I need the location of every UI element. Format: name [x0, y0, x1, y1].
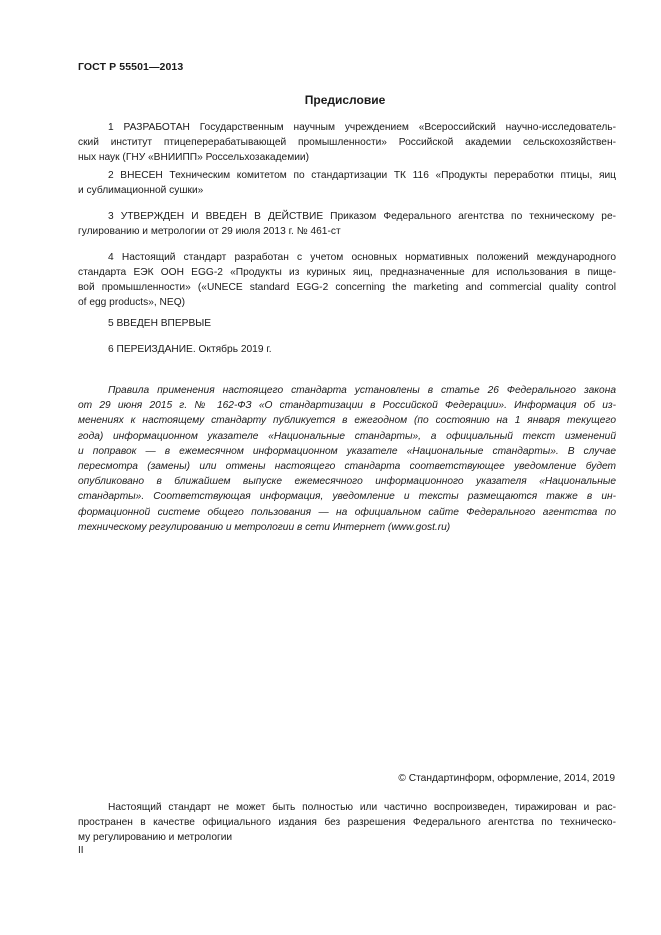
preface-line: ных наук (ГНУ «ВНИИПП» Россельхозакадемии) [78, 152, 309, 163]
notice-line: опубликовано в ближайшем выпуске ежемесячного информационного указателя «Национальные [78, 476, 616, 488]
notice-line: менениях к настоящему стандарту публикуется в ежегодном (по состоянию на 1 января текущего [78, 415, 616, 427]
notice-line: от 29 июня 2015 г. № 162-ФЗ «О стандартизации в Российской Федерации». Информация об из- [78, 400, 616, 412]
preface-line: 3 УТВЕРЖДЕН И ВВЕДЕН В ДЕЙСТВИЕ Приказом Федерального агентства по техническому ре- [108, 211, 616, 222]
preface-line: ский институт птицеперерабатывающей промышленности» Российской академии сельскохозяйствен- [78, 137, 616, 148]
preface-line: гулированию и метрологии от 29 июля 2013 г. № 461-ст [78, 226, 341, 237]
preface-item-5 [78, 316, 616, 331]
preface-item-6 [78, 342, 616, 357]
preface-line: 5 ВВЕДЕН ВПЕРВЫЕ [108, 318, 212, 329]
rights-line: пространен в качестве официального издания без разрешения Федерального агентства по техническо- [78, 817, 616, 828]
preface-line: 6 ПЕРЕИЗДАНИЕ. Октябрь 2019 г. [108, 344, 272, 355]
rights-line: му регулированию и метрологии [78, 832, 233, 843]
preface-item-3 [78, 209, 616, 239]
copyright-line: © Стандартинформ, оформление, 2014, 2019 [398, 773, 615, 784]
preface-line: 2 ВНЕСЕН Техническим комитетом по стандартизации ТК 116 «Продукты переработки птицы, яиц [108, 170, 616, 181]
preface-item-4 [78, 250, 616, 310]
notice-line: пересмотра (замены) или отмены настоящего стандарта соответствующее уведомление будет [78, 461, 616, 473]
preface-line: вой промышленности» («UNECE standard EGG-2 concerning the marketing and commercial quality control [78, 282, 616, 293]
notice-line: Правила применения настоящего стандарта установлены в статье 26 Федерального закона [108, 385, 616, 396]
preface-line: of egg products», NEQ) [78, 297, 186, 308]
preface-title: Предисловие [304, 93, 386, 107]
preface-line: и сублимационной сушки» [78, 185, 204, 196]
rights-line: Настоящий стандарт не может быть полностью или частично воспроизведен, тиражирован и рас- [108, 802, 616, 813]
usage-notice [78, 383, 616, 535]
preface-line: 1 РАЗРАБОТАН Государственным научным учреждением «Всероссийский научно-исследователь- [108, 122, 616, 133]
preface-item-2 [78, 168, 616, 198]
page-number: II [78, 845, 84, 856]
notice-line: техническому регулированию и метрологии в сети Интернет (www.gost.ru) [78, 521, 451, 533]
reproduction-rights [78, 800, 616, 845]
notice-line: стандарты». Соответствующая информация, уведомление и тексты размещаются также в ин- [78, 491, 616, 503]
notice-line: года) информационном указателе «Национальные стандарты», а официальный текст изменений [78, 430, 616, 442]
preface-item-1 [78, 120, 616, 165]
standard-id: ГОСТ Р 55501—2013 [78, 61, 184, 73]
notice-line: и поправок — в ежемесячном информационном указателе «Национальные стандарты». В случае [78, 445, 616, 457]
preface-line: 4 Настоящий стандарт разработан с учетом основных нормативных положений международного [108, 252, 616, 263]
notice-line: формационной системе общего пользования — на официальном сайте Федерального агентства по [78, 506, 616, 518]
preface-line: стандарта ЕЭК ООН EGG-2 «Продукты из куриных яиц, предназначенные для использования в пище- [78, 267, 616, 278]
